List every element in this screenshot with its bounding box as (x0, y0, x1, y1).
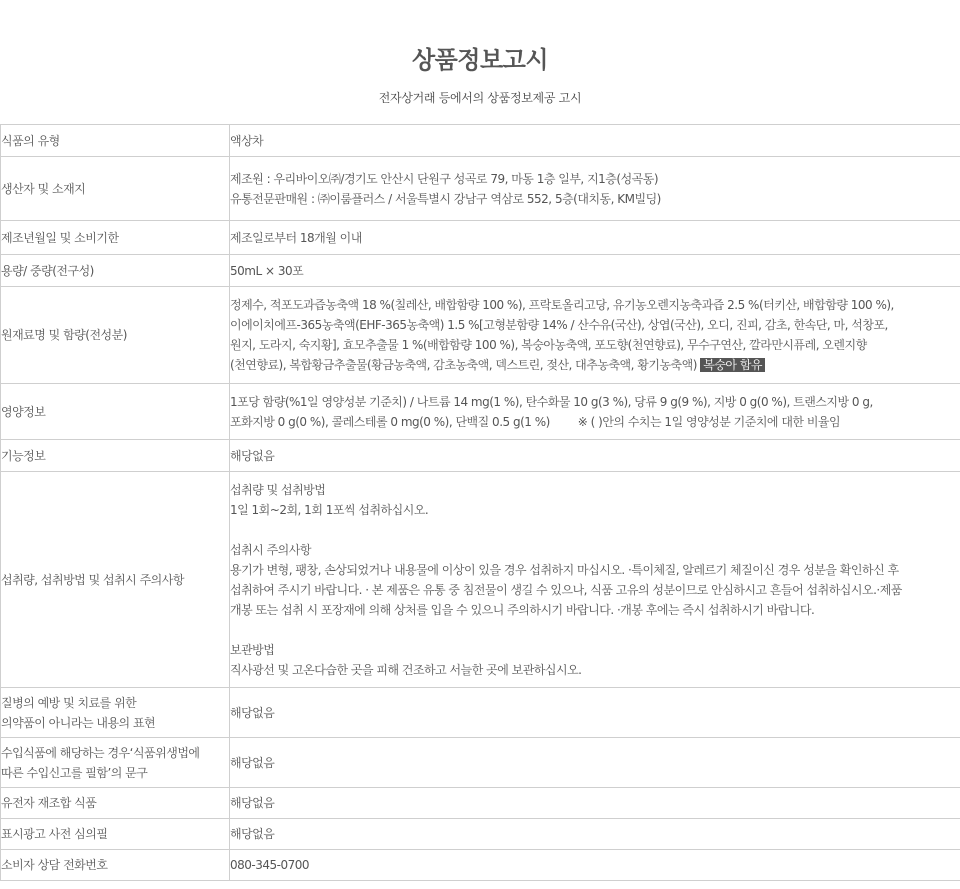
import-label-line-1: 수입식품에 해당하는 경우‘식품위생법에 (1, 745, 200, 760)
food-type-label: 식품의 유형 (1, 125, 230, 157)
disease-label-line-2: 의약품이 아니라는 내용의 표현 (1, 715, 156, 730)
intake-method-text: 1일 1회~2회, 1회 1포씩 섭취하십시오. (230, 502, 429, 517)
gmo-label: 유전자 재조합 식품 (1, 788, 230, 819)
intake-storage-title: 보관방법 (230, 642, 275, 657)
food-type-value: 액상차 (230, 125, 960, 157)
table-row-gmo (1, 788, 960, 819)
table-row-expiry (1, 221, 960, 255)
producer-distributor: 유통전문판매원 : ㈜이룸플러스 / 서울특별시 강남구 역삼로 552, 5층(대치동, KM빌딩) (230, 191, 661, 206)
table-row-food-type (1, 125, 960, 157)
ad-review-value: 해당없음 (230, 819, 960, 850)
ingredients-line-1: 정제수, 적포도과즙농축액 18 %(칠레산, 배합함량 100 %), 프락토올리고당, 유기농오렌지농축과즙 2.5 %(터키산, 배합함량 100 %), (230, 298, 894, 312)
producer-value (230, 157, 960, 221)
ingredients-line-4 (230, 355, 960, 375)
disease-value: 해당없음 (230, 688, 960, 738)
table-row-intake (1, 472, 960, 688)
product-info-table (0, 124, 960, 881)
table-row-function (1, 440, 960, 472)
table-row-capacity (1, 255, 960, 287)
expiry-value: 제조일로부터 18개월 이내 (230, 221, 960, 255)
gmo-value: 해당없음 (230, 788, 960, 819)
import-label-line-2: 따른 수입신고를 필함’의 문구 (1, 765, 148, 780)
nutrition-note: ※ ( )안의 수치는 1일 영양성분 기준치에 대한 비율임 (577, 414, 841, 429)
table-row-producer (1, 157, 960, 221)
ingredients-line-4-text: (천연향료), 복합황금추출물(황금농축액, 감초농축액, 덱스트린, 젖산, 대추농축액, 황기농축액) (230, 358, 697, 372)
capacity-value: 50mL × 30포 (230, 255, 960, 287)
intake-value (230, 472, 960, 688)
table-row-import (1, 738, 960, 788)
page-header (0, 0, 960, 122)
intake-label: 섭취량, 섭취방법 및 섭취시 주의사항 (1, 472, 230, 688)
table-row-consumer (1, 850, 960, 881)
intake-caution-line-2: 섭취하여 주시기 바랍니다. · 본 제품은 유통 중 침전물이 생길 수 있으나, 식품 고유의 성분이므로 안심하시고 흔들어 섭취하십시오.·제품 (230, 582, 902, 597)
intake-method-title: 섭취량 및 섭취방법 (230, 482, 326, 497)
function-value: 해당없음 (230, 440, 960, 472)
allergen-badge: 복숭아 함유 (700, 358, 765, 372)
import-label (1, 738, 230, 788)
nutrition-line-2 (230, 412, 960, 432)
spacer (230, 620, 960, 640)
ingredients-line-3: 원지, 도라지, 숙지황], 효모추출물 1 %(배합함량 100 %), 복숭아농축액, 포도향(천연향료), 무수구연산, 깔라만시퓨레, 오렌지향 (230, 338, 867, 352)
ingredients-line-2: 이에이치에프-365농축액(EHF-365농축액) 1.5 %[고형분함량 14% / 산수유(국산), 상엽(국산), 오디, 진피, 감초, 한속단, 마, 석창포, (230, 318, 888, 332)
table-row-nutrition (1, 384, 960, 440)
consumer-label: 소비자 상담 전화번호 (1, 850, 230, 881)
page-title: 상품정보고시 (411, 46, 549, 74)
intake-storage-text: 직사광선 및 고온다습한 곳을 피해 건조하고 서늘한 곳에 보관하십시오. (230, 662, 582, 677)
function-label: 기능정보 (1, 440, 230, 472)
disease-label-line-1: 질병의 예방 및 치료를 위한 (1, 695, 137, 710)
disease-label (1, 688, 230, 738)
ingredients-value (230, 287, 960, 384)
table-row-ad-review (1, 819, 960, 850)
import-value: 해당없음 (230, 738, 960, 788)
ad-review-label: 표시광고 사전 심의필 (1, 819, 230, 850)
intake-caution-line-3: 개봉 또는 섭취 시 포장재에 의해 상처를 입을 수 있으니 주의하시기 바랍니다. ·개봉 후에는 즉시 섭취하시기 바랍니다. (230, 602, 815, 617)
nutrition-value (230, 384, 960, 440)
nutrition-line-2-text: 포화지방 0 g(0 %), 콜레스테롤 0 mg(0 %), 단백질 0.5 g(1 %) (230, 414, 550, 429)
ingredients-label: 원재료명 및 함량(전성분) (1, 287, 230, 384)
table-row-disease (1, 688, 960, 738)
capacity-label: 용량/ 중량(전구성) (1, 255, 230, 287)
producer-manufacturer: 제조원 : 우리바이오㈜/경기도 안산시 단원구 성곡로 79, 마동 1층 일부, 지1층(성곡동) (230, 171, 659, 186)
table-row-ingredients (1, 287, 960, 384)
page-subtitle: 전자상거래 등에서의 상품정보제공 고시 (378, 91, 582, 105)
expiry-label: 제조년월일 및 소비기한 (1, 221, 230, 255)
intake-caution-title: 섭취시 주의사항 (230, 542, 311, 557)
nutrition-line-1: 1포당 함량(%1일 영양성분 기준치) / 나트륨 14 mg(1 %), 탄수화물 10 g(3 %), 당류 9 g(9 %), 지방 0 g(0 %), 트랜스지방 0 g, (230, 394, 873, 409)
spacer (230, 520, 960, 540)
consumer-phone: 080-345-0700 (230, 850, 960, 881)
nutrition-label: 영양정보 (1, 384, 230, 440)
intake-caution-line-1: 용기가 변형, 팽창, 손상되었거나 내용물에 이상이 있을 경우 섭취하지 마십시오. ·특이체질, 알레르기 체질이신 경우 성분을 확인하신 후 (230, 562, 899, 577)
producer-label: 생산자 및 소재지 (1, 157, 230, 221)
